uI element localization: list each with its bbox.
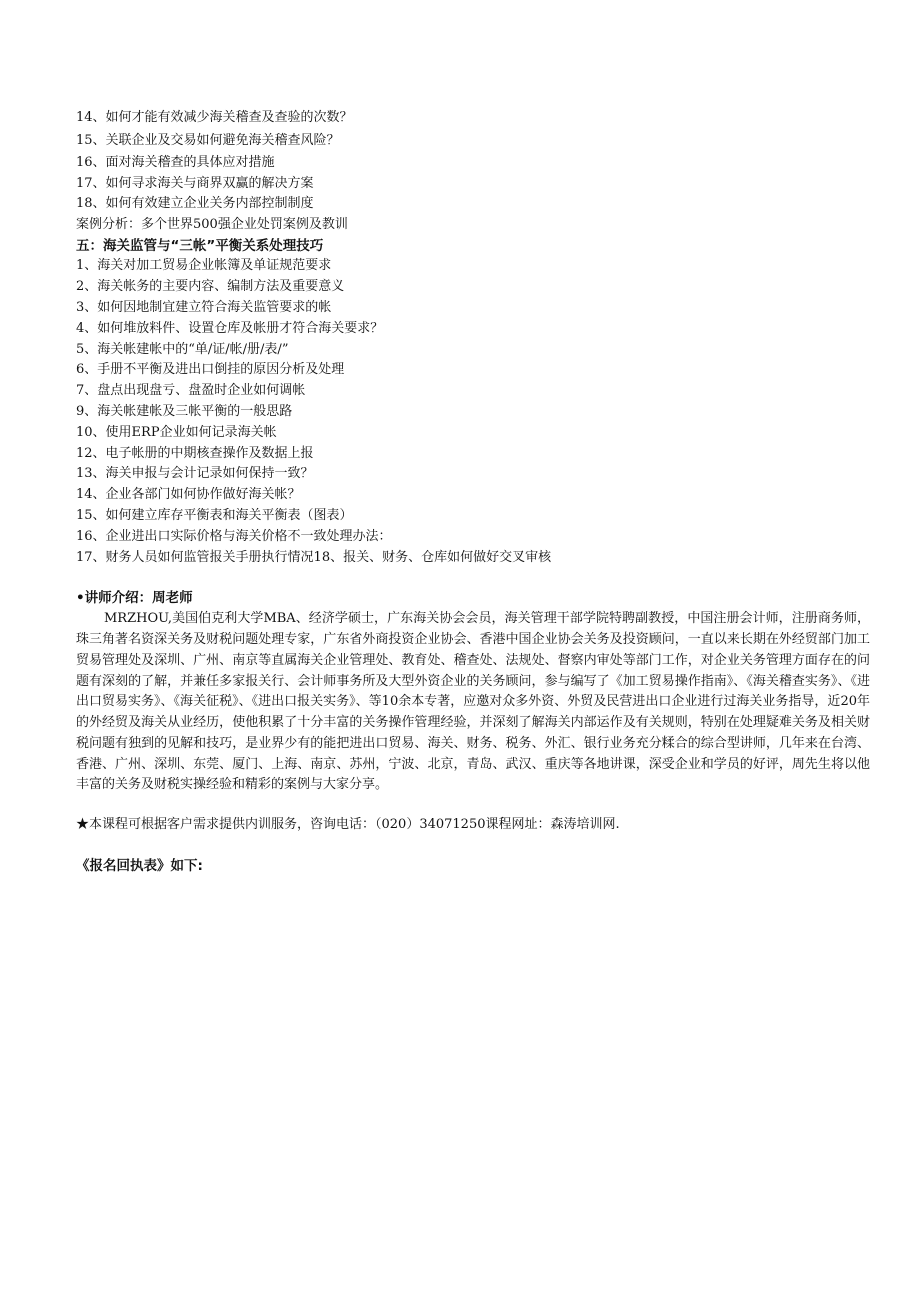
case-analysis-line: 案例分析：多个世界500强企业处罚案例及教训 bbox=[76, 216, 348, 232]
list-item: 2、海关帐务的主要内容、编制方法及重要意义 bbox=[76, 279, 345, 295]
list-item: 18、如何有效建立企业关务内部控制制度 bbox=[76, 196, 314, 212]
document-page bbox=[76, 108, 870, 877]
list-item: 7、盘点出现盘亏、盘盈时企业如何调帐 bbox=[76, 383, 306, 399]
service-note: ★本课程可根据客户需求提供内训服务，咨询电话：（020）34071250课程网址：森涛培训网. bbox=[76, 817, 620, 833]
instructor-heading: •讲师介绍：周老师 bbox=[76, 590, 193, 607]
list-item: 5、海关帐建帐中的“单/证/帐/册/表/” bbox=[76, 341, 289, 357]
section5-list bbox=[76, 256, 870, 568]
list-item: 12、电子帐册的中期核查操作及数据上报 bbox=[76, 445, 314, 461]
spacer bbox=[76, 568, 870, 588]
question-list-part4 bbox=[76, 108, 870, 236]
list-item: 15、如何建立库存平衡表和海关平衡表（图表） bbox=[76, 507, 353, 523]
list-item: 13、海关申报与会计记录如何保持一致？ bbox=[76, 466, 314, 482]
section5-heading: 五：海关监管与“三帐”平衡关系处理技巧 bbox=[76, 237, 324, 254]
list-item: 14、企业各部门如何协作做好海关帐？ bbox=[76, 487, 301, 503]
list-item: 9、海关帐建帐及三帐平衡的一般思路 bbox=[76, 403, 293, 419]
list-item: 16、面对海关稽查的具体应对措施 bbox=[76, 155, 275, 171]
instructor-bio: MRZHOU,美国伯克利大学MBA、经济学硕士，广东海关协会会员，海关管理干部学院特聘副教授，中国注册会计师，注册商务师，珠三角著名资深关务及财税问题处理专家，广东省外商投资企业协会、香港中国企业协会关务及投资顾问，一直以来长期在外经贸部门加工贸易管理处及深圳、广州、南京等直属海关企业管理处、教育处、稽查处、法规处、督察内审处等部门工作，对企业关务管理方面存在的问题有深刻的了解，并兼任多家报关行、会计师事务所及大型外资企业的关务顾问，参与编写了《加工贸易操作指南》、《海关稽查实务》、《进出口贸易实务》、《海关征税》、《进出口报关实务》、等10余本专著，应邀对众多外资、外贸及民营进出口企业进行过海关业务指导，近20年的外经贸及海关从业经历，使他积累了十分丰富的关务操作管理经验，并深刻了解海关内部运作及有关规则，特别在处理疑难关务及相关财税问题有独到的见解和技巧，是业界少有的能把进出口贸易、海关、财务、税务、外汇、银行业务充分糅合的综合型讲师，几年来在台湾、香港、广州、深圳、东莞、厦门、上海、南京、苏州，宁波、北京，青岛、武汉、重庆等各地讲课，深受企业和学员的好评，周先生将以他丰富的关务及财税实操经验和精彩的案例与大家分享。 bbox=[76, 611, 870, 793]
list-item: 17、财务人员如何监管报关手册执行情况18、报关、财务、仓库如何做好交叉审核 bbox=[76, 549, 552, 565]
list-item: 15、关联企业及交易如何避免海关稽查风险？ bbox=[76, 132, 340, 148]
list-item: 14、如何才能有效减少海关稽查及查验的次数？ bbox=[76, 110, 353, 125]
list-item: 1、海关对加工贸易企业帐簿及单证规范要求 bbox=[76, 258, 332, 274]
list-item: 10、使用ERP企业如何记录海关帐 bbox=[76, 424, 277, 440]
list-item: 4、如何堆放料件、设置仓库及帐册才符合海关要求？ bbox=[76, 320, 384, 336]
list-item: 16、企业进出口实际价格与海关价格不一致处理办法： bbox=[76, 528, 392, 544]
registration-form-title: 《报名回执表》如下: bbox=[76, 858, 203, 875]
list-item: 17、如何寻求海关与商界双赢的解决方案 bbox=[76, 175, 314, 191]
list-item: 6、手册不平衡及进出口倒挂的原因分析及处理 bbox=[76, 362, 345, 378]
list-item: 3、如何因地制宜建立符合海关监管要求的帐 bbox=[76, 299, 332, 315]
